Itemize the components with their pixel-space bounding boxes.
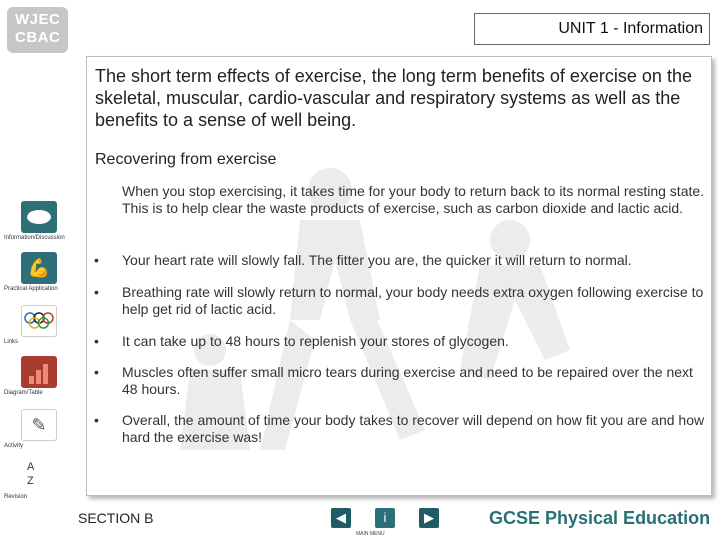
recovery-bullet-list [90, 252, 710, 446]
list-item [90, 284, 710, 318]
sidebar-item-diagram[interactable] [0, 356, 78, 396]
unit-title: UNIT 1 - Information [558, 20, 703, 37]
list-item-text: It can take up to 48 hours to replenish your stores of glycogen. [122, 333, 509, 349]
revision-letter-z: Z [27, 475, 34, 487]
list-item [90, 412, 710, 446]
bar-chart-icon [21, 356, 57, 388]
sidebar-item-label: Information/Discussion [4, 235, 65, 241]
bullet-marker: • [94, 252, 99, 268]
main-menu-label: MAIN MENU [356, 531, 385, 537]
sidebar-item-revision[interactable] [0, 460, 78, 500]
previous-button[interactable] [331, 508, 351, 528]
arrow-right-icon: ▶ [424, 510, 434, 525]
activity-icon: ✎ [21, 409, 57, 441]
olympic-rings-icon [21, 305, 57, 337]
sidebar-item-label: Links [4, 339, 19, 345]
bullet-marker: • [94, 364, 99, 380]
section-label: SECTION B [78, 510, 154, 526]
section-heading: Recovering from exercise [95, 151, 277, 168]
list-item-text: Muscles often suffer small micro tears during exercise and need to be repaired over the next 48 hours. [122, 364, 693, 397]
sidebar-item-label: Activity [4, 443, 24, 449]
revision-letter-a: A [27, 461, 35, 473]
arrow-left-icon: ◀ [336, 510, 346, 525]
sidebar-item-label: Practical Application [4, 286, 58, 292]
page-navigation [331, 508, 439, 528]
speech-bubble-icon [21, 201, 57, 233]
logo-line-2: CBAC [15, 29, 61, 46]
logo-line-1: WJEC [15, 11, 61, 28]
intro-paragraph: When you stop exercising, it takes time for your body to return back to its normal resting state. This is to help clear the waste products of exercise, such as carbon dioxide and lactic acid. [122, 183, 705, 216]
sidebar-item-label: Revision [4, 494, 28, 500]
list-item-text: Overall, the amount of time your body takes to recover will depend on how fit you are and how hard the exercise was! [122, 412, 705, 445]
course-brand: GCSE Physical Education [489, 508, 711, 528]
wjec-cbac-logo [7, 7, 68, 53]
next-button[interactable] [419, 508, 439, 528]
flexed-arm-icon: 💪 [21, 252, 57, 284]
bullet-marker: • [94, 284, 99, 300]
main-menu-button[interactable] [375, 508, 395, 528]
list-item [90, 364, 710, 398]
list-item [90, 252, 710, 269]
sidebar-item-information[interactable] [0, 201, 78, 241]
sidebar-item-label: Diagram/Table [4, 390, 43, 396]
list-item-text: Breathing rate will slowly return to normal, your body needs extra oxygen following exercise to help get rid of lactic acid. [122, 284, 704, 317]
sidebar-item-practical[interactable] [0, 252, 78, 292]
unit-title-box [474, 13, 710, 45]
list-item [90, 333, 710, 350]
info-icon: i [383, 510, 387, 525]
az-magnifier-icon [21, 460, 57, 492]
sidebar-item-links[interactable] [0, 305, 78, 345]
bullet-marker: • [94, 412, 99, 428]
list-item-text: Your heart rate will slowly fall. The fitter you are, the quicker it will return to normal. [122, 252, 632, 268]
page-title: The short term effects of exercise, the long term benefits of exercise on the skeletal, muscular, cardio-vascular and respiratory systems as well as the benefits to a sense of well being. [95, 66, 692, 130]
sidebar-item-activity[interactable] [0, 409, 78, 449]
bullet-marker: • [94, 333, 99, 349]
